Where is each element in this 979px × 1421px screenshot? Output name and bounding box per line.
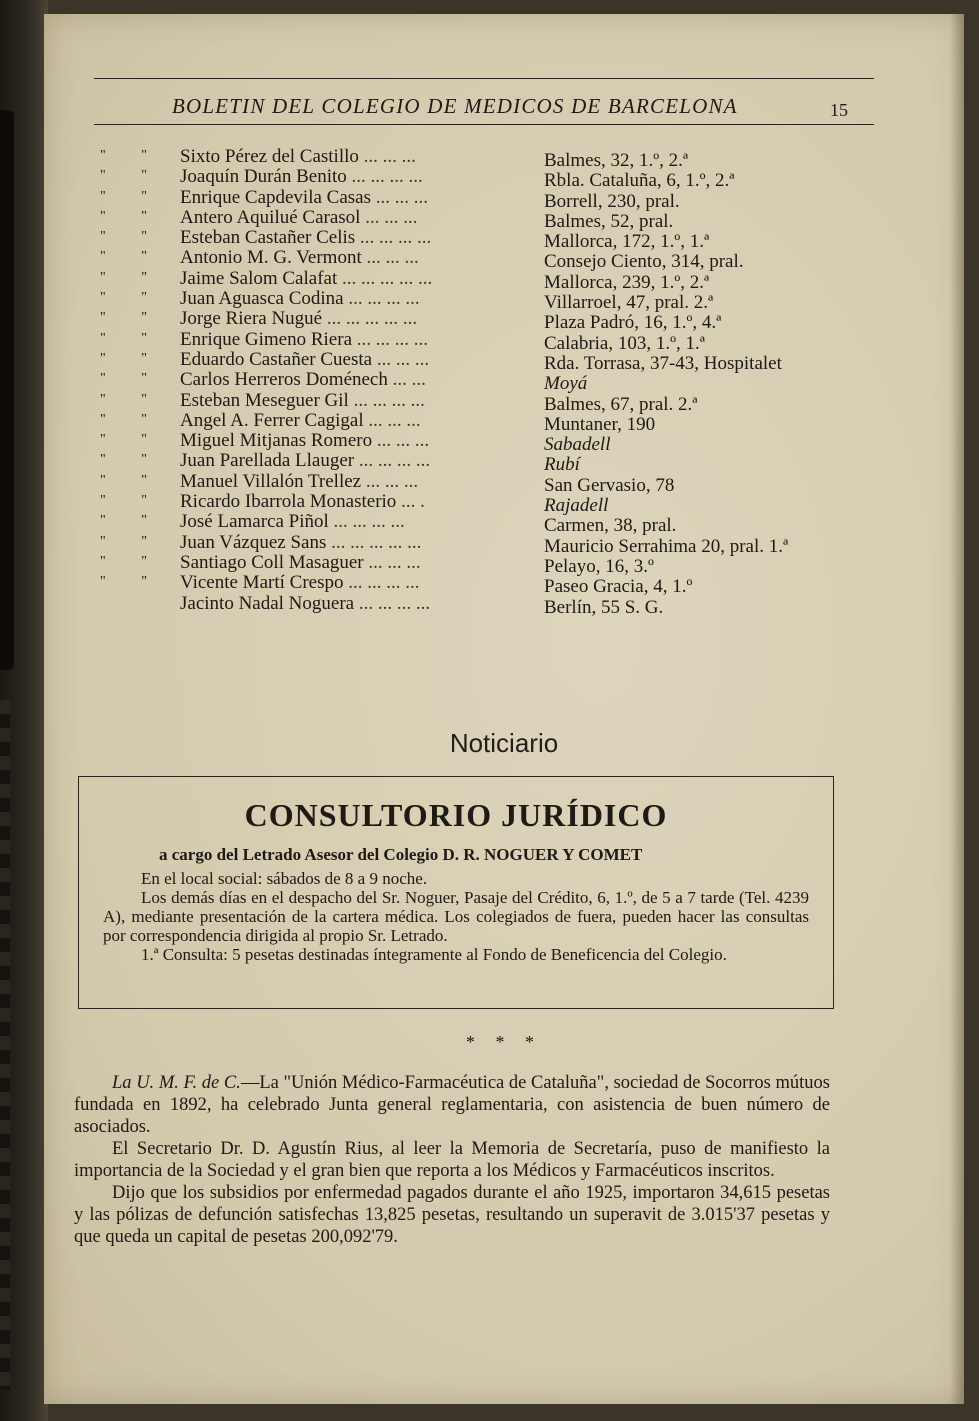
list-item	[100, 166, 860, 192]
page-edge-shadow	[950, 14, 964, 1404]
list-item	[100, 531, 860, 557]
member-name	[180, 511, 405, 533]
list-item	[100, 511, 860, 537]
list-item	[100, 348, 860, 374]
list-item	[100, 551, 860, 577]
member-name	[180, 227, 431, 249]
member-address: Balmes, 67, pral. 2.ª	[544, 393, 698, 415]
ditto-marks: " "	[100, 330, 163, 346]
member-name-text: Ricardo Ibarrola Monasterio	[180, 491, 397, 513]
member-name	[180, 369, 426, 391]
consultorio-paragraph: En el local social: sábados de 8 a 9 noche.	[141, 869, 428, 888]
leader-dots: ... ... ... ...	[354, 592, 431, 614]
member-name	[180, 308, 417, 330]
section-separator: * * *	[466, 1032, 542, 1052]
list-item	[100, 267, 860, 293]
member-name-text: Carlos Herreros Doménech	[180, 369, 388, 391]
list-item	[100, 206, 860, 232]
ditto-marks: " "	[100, 533, 163, 549]
list-item	[100, 308, 860, 334]
member-name	[180, 288, 420, 310]
member-name-text: José Lamarca Piñol	[180, 511, 329, 533]
list-item	[100, 592, 860, 618]
member-name	[180, 146, 416, 168]
member-name-text: Vicente Martí Crespo	[180, 572, 344, 594]
member-name	[180, 166, 423, 188]
member-address: Berlín, 55 S. G.	[544, 596, 664, 618]
ditto-marks: " "	[100, 249, 163, 265]
member-name	[180, 450, 430, 472]
article-paragraph: Dijo que los subsidios por enfermedad pagados durante el año 1925, importaron 34,615 pesetas y las pólizas de defunción satisfechas 13,825 pesetas, resultando un superavit de 3.015'37 pesetas y que queda un capital de pesetas 200,092'79.	[74, 1183, 830, 1247]
member-name-text: Miguel Mitjanas Romero	[180, 430, 373, 452]
member-name-text: Manuel Villalón Trellez	[180, 470, 362, 492]
member-name-text: Jacinto Nadal Noguera	[180, 592, 355, 614]
leader-dots: ... ... ...	[360, 206, 418, 228]
list-item	[100, 450, 860, 476]
binding-strip	[0, 110, 14, 670]
leader-dots: ... ... ... ... ...	[326, 531, 422, 553]
consultorio-box	[78, 776, 834, 1009]
list-item	[100, 328, 860, 354]
member-name-text: Esteban Meseguer Gil	[180, 389, 349, 411]
leader-dots: ... ... ...	[358, 146, 416, 167]
member-name	[180, 187, 428, 209]
member-address: Mallorca, 239, 1.º, 2.ª	[544, 271, 710, 293]
member-name-text: Esteban Castañer Celis	[180, 227, 356, 249]
member-name-text: Juan Parellada Llauger	[180, 450, 355, 472]
member-address: Muntaner, 190	[544, 413, 656, 435]
member-name	[180, 329, 428, 351]
leader-dots: ... ... ... ... ...	[322, 308, 418, 330]
member-address: Plaza Padró, 16, 1.º, 4.ª	[544, 312, 722, 334]
ditto-marks: " "	[100, 472, 163, 488]
member-name-text: Antonio M. G. Vermont	[180, 247, 362, 269]
member-name	[180, 430, 429, 452]
ditto-marks: " "	[100, 574, 163, 590]
article-lead: La U. M. F. de C.	[112, 1073, 241, 1093]
header-rule-top	[94, 78, 874, 79]
ditto-marks: " "	[100, 371, 163, 387]
list-item	[100, 470, 860, 496]
list-item	[100, 369, 860, 395]
ditto-marks: " "	[100, 310, 163, 326]
ditto-marks: " "	[100, 208, 163, 224]
member-name	[180, 390, 425, 412]
ditto-marks: " "	[100, 188, 163, 204]
member-address: Rajadell	[544, 495, 609, 517]
member-name-text: Sixto Pérez del Castillo	[180, 146, 359, 167]
member-address: Paseo Gracia, 4, 1.º	[544, 576, 693, 598]
leader-dots: ... ... ... ...	[328, 511, 405, 533]
member-address: Mallorca, 172, 1.º, 1.ª	[544, 231, 710, 253]
leader-dots: ... .	[396, 491, 425, 513]
ditto-marks: " "	[100, 229, 163, 245]
ditto-marks: " "	[100, 432, 163, 448]
member-address: Sabadell	[544, 434, 611, 456]
ditto-marks: " "	[100, 148, 163, 163]
member-address: Pelayo, 16, 3.º	[544, 555, 654, 577]
member-name-text: Enrique Gimeno Riera	[180, 328, 353, 350]
article-text: —La "Unión Médico-Farmacéutica de Cataluña", sociedad de Socorros mútuos fundada en 1892, ha celebrado Junta general reglamentaria, con asistencia de buen número de asociados.	[74, 1073, 830, 1137]
member-name	[180, 349, 429, 371]
leader-dots: ... ...	[387, 369, 426, 391]
section-title: Noticiario	[449, 728, 559, 758]
document-page	[44, 14, 964, 1404]
leader-dots: ... ... ... ... ...	[337, 267, 433, 289]
list-item	[100, 572, 860, 598]
list-item	[100, 186, 860, 212]
member-name	[180, 471, 418, 493]
leader-dots: ... ... ...	[361, 470, 419, 492]
member-address: Mauricio Serrahima 20, pral. 1.ª	[544, 535, 789, 557]
member-address: Balmes, 32, 1.º, 2.ª	[544, 150, 689, 171]
list-item	[100, 389, 860, 415]
list-item	[100, 227, 860, 253]
consultorio-paragraph: Los demás días en el despacho del Sr. Noguer, Pasaje del Crédito, 6, 1.º, de 5 a 7 tarde (Tel. 4239 A), mediante presentación de la cartera médica. Los colegiados de fuera, pueden hacer las consultas por correspondencia dirigida al propio Sr. Letrado.	[103, 888, 809, 945]
ditto-marks: " "	[100, 513, 163, 529]
leader-dots: ... ... ... ...	[348, 389, 425, 411]
ditto-marks: " "	[100, 553, 163, 569]
list-item	[100, 409, 860, 435]
member-name	[180, 572, 419, 594]
leader-dots: ... ... ... ...	[343, 288, 420, 310]
list-item	[100, 247, 860, 273]
member-name	[180, 247, 419, 269]
consultorio-paragraph: 1.ª Consulta: 5 pesetas destinadas íntegramente al Fondo de Beneficencia del Colegio.	[141, 945, 727, 964]
leader-dots: ... ... ... ...	[346, 166, 423, 188]
leader-dots: ... ... ...	[372, 348, 430, 370]
member-address: Balmes, 52, pral.	[544, 210, 674, 232]
leader-dots: ... ... ... ...	[354, 450, 431, 472]
leader-dots: ... ... ...	[361, 247, 419, 269]
news-article	[74, 1072, 830, 1248]
member-address: Rubí	[544, 454, 580, 476]
member-name	[180, 207, 417, 229]
member-name	[180, 491, 425, 513]
leader-dots: ... ... ... ...	[355, 227, 432, 249]
member-name-text: Jorge Riera Nugué	[180, 308, 323, 330]
member-address: Villarroel, 47, pral. 2.ª	[544, 292, 714, 314]
member-list	[100, 146, 860, 618]
member-address: Calabria, 103, 1.º, 1.ª	[544, 332, 705, 354]
member-name	[180, 410, 421, 432]
binding-strip	[0, 700, 10, 1390]
member-address: Moyá	[544, 373, 588, 395]
article-paragraph: El Secretario Dr. D. Agustín Rius, al leer la Memoria de Secretaría, puso de manifiesto la importancia de la Sociedad y el gran bien que reporta a los Médicos y Farmacéuticos inscritos.	[74, 1139, 830, 1181]
ditto-marks: " "	[100, 290, 163, 306]
consultorio-title: CONSULTORIO JURÍDICO	[244, 797, 668, 833]
member-address: Carmen, 38, pral.	[544, 515, 677, 537]
member-address: Rbla. Cataluña, 6, 1.º, 2.ª	[544, 170, 735, 192]
ditto-marks: " "	[100, 391, 163, 407]
consultorio-body	[103, 869, 809, 964]
member-name-text: Santiago Coll Masaguer	[180, 551, 364, 573]
list-item	[100, 430, 860, 456]
consultorio-subtitle: a cargo del Letrado Asesor del Colegio D. R. NOGUER Y COMET	[159, 845, 643, 864]
list-item	[100, 288, 860, 314]
book-binding	[0, 0, 48, 1421]
ditto-marks: " "	[100, 350, 163, 366]
member-address: Borrell, 230, pral.	[544, 190, 680, 212]
leader-dots: ... ... ...	[372, 430, 430, 452]
member-name-text: Antero Aquilué Carasol	[180, 206, 361, 228]
leader-dots: ... ... ... ...	[343, 572, 420, 594]
leader-dots: ... ... ...	[363, 551, 421, 573]
member-name	[180, 268, 432, 290]
member-name-text: Enrique Capdevila Casas	[180, 186, 372, 208]
ditto-marks: " "	[100, 452, 163, 468]
running-header: BOLETIN DEL COLEGIO DE MEDICOS DE BARCELONA	[172, 94, 738, 118]
member-name-text: Jaime Salom Calafat	[180, 267, 338, 289]
article-paragraph	[74, 1072, 830, 1138]
header-rule-bottom	[94, 124, 874, 125]
leader-dots: ... ... ...	[371, 186, 429, 208]
member-name-text: Juan Aguasca Codina	[180, 288, 344, 310]
page-number: 15	[830, 100, 848, 120]
list-item	[100, 146, 860, 171]
ditto-marks: " "	[100, 411, 163, 427]
member-name-text: Angel A. Ferrer Cagigal	[180, 409, 364, 431]
member-name-text: Joaquín Durán Benito	[180, 166, 347, 188]
member-name-text: Eduardo Castañer Cuesta	[180, 348, 373, 370]
member-name	[180, 593, 430, 615]
member-name	[180, 532, 421, 554]
ditto-marks: " "	[100, 168, 163, 184]
leader-dots: ... ... ...	[363, 409, 421, 431]
member-name	[180, 552, 421, 574]
leader-dots: ... ... ... ...	[352, 328, 429, 350]
member-address: Rda. Torrasa, 37-43, Hospitalet	[544, 352, 782, 374]
ditto-marks: " "	[100, 493, 163, 509]
member-address: Consejo Ciento, 314, pral.	[544, 251, 744, 273]
member-address: San Gervasio, 78	[544, 474, 675, 496]
ditto-marks: " "	[100, 269, 163, 285]
list-item	[100, 491, 860, 517]
member-name-text: Juan Vázquez Sans	[180, 531, 327, 553]
